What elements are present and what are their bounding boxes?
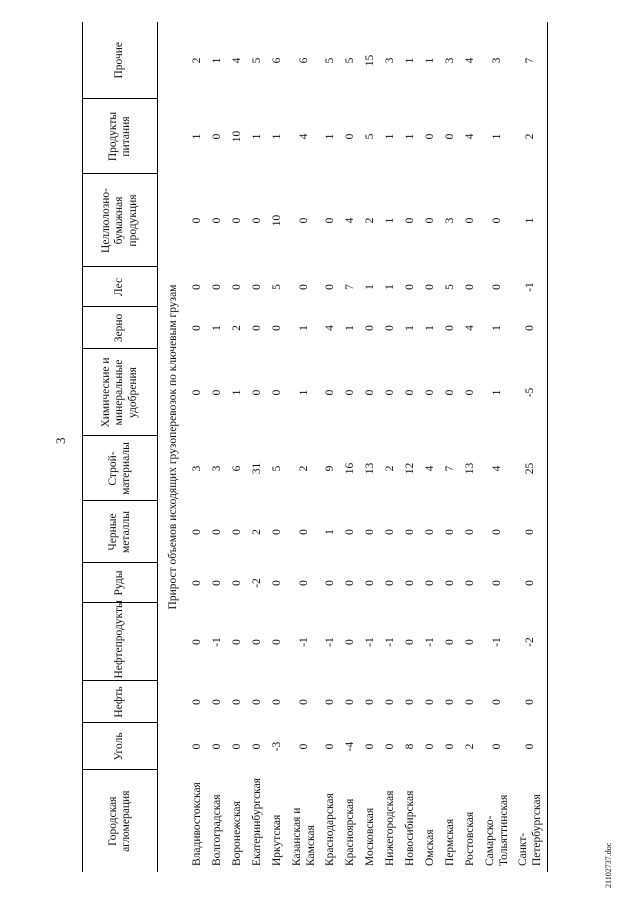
- header-cell: Целлюлозно-бумажная продукция: [83, 174, 158, 267]
- value-cell: 0: [490, 743, 503, 750]
- value-cell: 3: [191, 465, 204, 472]
- value-cell: 0: [384, 580, 397, 586]
- value-cell: 0: [344, 133, 357, 140]
- value-cell: 0: [231, 699, 244, 705]
- value-cell: 1: [404, 57, 417, 64]
- value-cell: 0: [297, 217, 310, 224]
- table-row: [381, 22, 401, 872]
- value-cell: -5: [514, 349, 548, 436]
- table-row: [461, 22, 481, 872]
- value-cell: 4: [297, 133, 310, 140]
- value-cell: 0: [404, 389, 417, 396]
- table-row: [248, 22, 268, 872]
- table-row: [441, 22, 461, 872]
- value-cell: 2: [364, 217, 377, 224]
- value-cell: 6: [231, 465, 244, 472]
- value-cell: 0: [251, 217, 264, 224]
- value-cell: 0: [297, 529, 310, 535]
- value-cell: 0: [271, 639, 284, 645]
- value-cell: 1: [384, 133, 397, 140]
- value-cell: 0: [271, 325, 284, 331]
- value-cell: 0: [384, 699, 397, 705]
- value-cell: 0: [490, 580, 503, 586]
- value-cell: 5: [324, 57, 337, 64]
- agglomeration-name: Екатеринбургская: [251, 778, 264, 866]
- table-row: [421, 22, 441, 872]
- value-cell: 0: [364, 325, 377, 331]
- value-cell: 1: [364, 284, 377, 290]
- header-cell: Продукты питания: [83, 99, 158, 174]
- value-cell: -1: [297, 637, 310, 647]
- value-cell: 0: [324, 217, 337, 224]
- value-cell: 4: [490, 465, 503, 472]
- value-cell: 1: [384, 284, 397, 290]
- value-cell: 0: [324, 284, 337, 290]
- value-cell: 0: [384, 389, 397, 396]
- value-cell: 1: [191, 133, 204, 140]
- value-cell: 10: [231, 130, 244, 143]
- value-cell: 0: [297, 284, 310, 290]
- value-cell: 0: [424, 699, 437, 705]
- agglomeration-name: Московская: [364, 807, 377, 866]
- value-cell: 6: [297, 57, 310, 64]
- cargo-growth-table: [82, 22, 548, 872]
- value-cell: 13: [364, 462, 377, 475]
- value-cell: 0: [297, 743, 310, 750]
- agglomeration-name: Санкт-Петербургская: [514, 770, 548, 872]
- value-cell: 1: [324, 529, 337, 535]
- value-cell: -1: [424, 637, 437, 647]
- value-cell: 0: [514, 723, 548, 770]
- value-cell: 0: [464, 389, 477, 396]
- agglomeration-name: Владивостокская: [191, 782, 204, 866]
- table-header: [83, 22, 158, 872]
- value-cell: 6: [271, 57, 284, 64]
- table-row: [208, 22, 228, 872]
- agglomeration-name: Новосибирская: [404, 790, 417, 866]
- value-cell: -2: [251, 578, 264, 588]
- value-cell: 0: [424, 217, 437, 224]
- value-cell: 1: [231, 389, 244, 396]
- value-cell: 0: [211, 580, 224, 586]
- value-cell: 4: [464, 57, 477, 64]
- value-cell: 7: [444, 465, 457, 472]
- value-cell: 0: [344, 529, 357, 535]
- value-cell: 0: [384, 325, 397, 331]
- agglomeration-name: Иркутская: [271, 814, 284, 866]
- value-cell: 0: [271, 529, 284, 535]
- value-cell: 0: [271, 580, 284, 586]
- agglomeration-name: Пермская: [444, 818, 457, 866]
- header-cell: Лес: [83, 267, 158, 307]
- value-cell: -1: [490, 637, 503, 647]
- value-cell: 0: [444, 743, 457, 750]
- value-cell: 0: [514, 681, 548, 723]
- value-cell: 0: [404, 284, 417, 290]
- value-cell: 0: [231, 639, 244, 645]
- value-cell: 5: [271, 465, 284, 472]
- value-cell: 0: [324, 580, 337, 586]
- agglomeration-name: Нижегородская: [384, 790, 397, 866]
- value-cell: 7: [344, 284, 357, 290]
- cargo-table-container: [82, 22, 565, 872]
- value-cell: 0: [251, 284, 264, 290]
- value-cell: 3: [444, 57, 457, 64]
- value-cell: 1: [490, 325, 503, 331]
- agglomeration-name: Ростовская: [464, 811, 477, 866]
- agglomeration-name: Казанская и Камская: [290, 807, 317, 866]
- value-cell: 5: [251, 57, 264, 64]
- value-cell: 0: [191, 639, 204, 645]
- table-row: [361, 22, 381, 872]
- value-cell: -1: [364, 637, 377, 647]
- value-cell: 0: [191, 580, 204, 586]
- value-cell: 1: [384, 217, 397, 224]
- value-cell: 0: [464, 529, 477, 535]
- value-cell: 1: [404, 325, 417, 331]
- caption-row: [158, 22, 189, 872]
- value-cell: -3: [271, 741, 284, 752]
- value-cell: 0: [211, 699, 224, 705]
- value-cell: 0: [344, 639, 357, 645]
- value-cell: 0: [364, 743, 377, 750]
- value-cell: 2: [231, 325, 244, 331]
- value-cell: 0: [514, 307, 548, 349]
- table-body: [158, 22, 548, 872]
- value-cell: 0: [271, 699, 284, 705]
- value-cell: 0: [444, 639, 457, 645]
- value-cell: 12: [404, 462, 417, 475]
- header-cell: Химические и минеральные удобрения: [83, 349, 158, 436]
- value-cell: 0: [364, 529, 377, 535]
- header-agglomeration: Городская агломерация: [83, 770, 158, 872]
- value-cell: 10: [271, 214, 284, 227]
- value-cell: 0: [464, 580, 477, 586]
- value-cell: 0: [191, 529, 204, 535]
- value-cell: 5: [444, 284, 457, 290]
- value-cell: 0: [384, 743, 397, 750]
- value-cell: 0: [464, 639, 477, 645]
- value-cell: 0: [324, 699, 337, 705]
- value-cell: 1: [297, 389, 310, 396]
- value-cell: -4: [344, 741, 357, 752]
- value-cell: 3: [211, 465, 224, 472]
- value-cell: 2: [251, 529, 264, 535]
- value-cell: 0: [364, 580, 377, 586]
- value-cell: 0: [251, 325, 264, 331]
- agglomeration-name: Воронежская: [231, 801, 244, 866]
- agglomeration-name: Омская: [424, 829, 437, 866]
- value-cell: 4: [424, 465, 437, 472]
- table-row: [481, 22, 514, 872]
- value-cell: -1: [384, 637, 397, 647]
- value-cell: 0: [191, 217, 204, 224]
- value-cell: 0: [464, 699, 477, 705]
- agglomeration-name: Краснодарская: [324, 793, 337, 866]
- table-row: [268, 22, 288, 872]
- value-cell: 1: [424, 325, 437, 331]
- value-cell: 0: [191, 389, 204, 396]
- value-cell: 0: [514, 501, 548, 563]
- table-row: [288, 22, 321, 872]
- value-cell: 0: [251, 743, 264, 750]
- value-cell: 5: [364, 133, 377, 140]
- value-cell: 0: [490, 529, 503, 535]
- value-cell: 0: [211, 743, 224, 750]
- value-cell: 1: [211, 57, 224, 64]
- value-cell: 5: [344, 57, 357, 64]
- value-cell: 0: [211, 529, 224, 535]
- value-cell: 0: [251, 699, 264, 705]
- value-cell: 13: [464, 462, 477, 475]
- value-cell: -1: [514, 267, 548, 307]
- value-cell: 4: [464, 325, 477, 331]
- value-cell: 0: [464, 217, 477, 224]
- value-cell: 5: [271, 284, 284, 290]
- value-cell: 15: [364, 54, 377, 67]
- value-cell: 25: [514, 436, 548, 501]
- value-cell: 0: [191, 699, 204, 705]
- value-cell: 0: [424, 743, 437, 750]
- value-cell: 0: [444, 529, 457, 535]
- agglomeration-name: Самарско-Тольяттинская: [483, 794, 510, 866]
- value-cell: 0: [297, 580, 310, 586]
- table-row: [401, 22, 421, 872]
- header-cell: Уголь: [83, 723, 158, 770]
- value-cell: 0: [424, 133, 437, 140]
- table-row: [341, 22, 361, 872]
- value-cell: 1: [297, 325, 310, 331]
- value-cell: 0: [490, 699, 503, 705]
- value-cell: 0: [231, 580, 244, 586]
- value-cell: 2: [191, 57, 204, 64]
- value-cell: 3: [444, 217, 457, 224]
- header-row: [83, 22, 158, 872]
- value-cell: 2: [297, 465, 310, 472]
- value-cell: 0: [344, 389, 357, 396]
- header-cell: Строй-материалы: [83, 436, 158, 501]
- value-cell: 0: [211, 133, 224, 140]
- value-cell: -1: [211, 637, 224, 647]
- value-cell: 9: [324, 465, 337, 472]
- value-cell: 0: [297, 699, 310, 705]
- value-cell: 0: [490, 217, 503, 224]
- value-cell: 0: [464, 284, 477, 290]
- value-cell: 0: [251, 389, 264, 396]
- value-cell: 0: [364, 699, 377, 705]
- document-filename: 21102737.doc: [604, 842, 613, 888]
- value-cell: 4: [344, 217, 357, 224]
- agglomeration-name: Волгоградская: [211, 794, 224, 866]
- value-cell: 0: [271, 389, 284, 396]
- value-cell: -1: [324, 637, 337, 647]
- header-cell: Нефтепродукты: [83, 603, 158, 681]
- header-cell: Прочие: [83, 22, 158, 99]
- value-cell: 0: [424, 580, 437, 586]
- value-cell: 0: [211, 217, 224, 224]
- value-cell: 8: [404, 743, 417, 750]
- value-cell: 0: [231, 217, 244, 224]
- value-cell: 0: [514, 563, 548, 603]
- agglomeration-name: Красноярская: [344, 798, 357, 866]
- value-cell: 0: [404, 529, 417, 535]
- value-cell: 0: [404, 580, 417, 586]
- value-cell: 0: [384, 529, 397, 535]
- table-row: [188, 22, 208, 872]
- value-cell: 0: [324, 389, 337, 396]
- value-cell: 0: [231, 743, 244, 750]
- value-cell: 0: [404, 217, 417, 224]
- value-cell: 2: [384, 465, 397, 472]
- value-cell: 3: [490, 57, 503, 64]
- value-cell: 0: [490, 284, 503, 290]
- value-cell: 0: [424, 389, 437, 396]
- value-cell: 1: [514, 174, 548, 267]
- value-cell: 1: [271, 133, 284, 140]
- value-cell: 1: [490, 389, 503, 396]
- header-cell: Руды: [83, 563, 158, 603]
- value-cell: 0: [191, 325, 204, 331]
- value-cell: 0: [211, 389, 224, 396]
- value-cell: 0: [444, 580, 457, 586]
- header-cell: Зерно: [83, 307, 158, 349]
- value-cell: 3: [384, 57, 397, 64]
- value-cell: 7: [514, 22, 548, 99]
- value-cell: 0: [424, 529, 437, 535]
- value-cell: 1: [404, 133, 417, 140]
- value-cell: 1: [344, 325, 357, 331]
- value-cell: 0: [444, 325, 457, 331]
- value-cell: 0: [424, 284, 437, 290]
- value-cell: 1: [251, 133, 264, 140]
- value-cell: 1: [324, 133, 337, 140]
- value-cell: 0: [444, 699, 457, 705]
- value-cell: 4: [231, 57, 244, 64]
- table-caption: Прирост объемов исходящих грузоперевозок по ключевым грузам: [167, 284, 180, 610]
- page-number: 3: [53, 437, 68, 444]
- table-row: [514, 22, 548, 872]
- value-cell: 0: [404, 639, 417, 645]
- value-cell: 0: [324, 743, 337, 750]
- value-cell: 0: [231, 529, 244, 535]
- value-cell: 0: [211, 284, 224, 290]
- value-cell: 4: [324, 325, 337, 331]
- value-cell: 0: [364, 389, 377, 396]
- header-cell: Нефть: [83, 681, 158, 723]
- table-row: [228, 22, 248, 872]
- value-cell: 4: [464, 133, 477, 140]
- value-cell: 1: [424, 57, 437, 64]
- table-row: [321, 22, 341, 872]
- value-cell: 0: [251, 639, 264, 645]
- value-cell: 2: [464, 743, 477, 750]
- value-cell: 31: [251, 462, 264, 475]
- value-cell: -2: [514, 603, 548, 681]
- value-cell: 0: [191, 743, 204, 750]
- value-cell: 0: [231, 284, 244, 290]
- value-cell: 0: [344, 580, 357, 586]
- value-cell: 0: [344, 699, 357, 705]
- value-cell: 0: [191, 284, 204, 290]
- value-cell: 1: [211, 325, 224, 331]
- value-cell: 16: [344, 462, 357, 475]
- value-cell: 0: [444, 389, 457, 396]
- value-cell: 1: [490, 133, 503, 140]
- value-cell: 2: [514, 99, 548, 174]
- value-cell: 0: [444, 133, 457, 140]
- header-cell: Черные металлы: [83, 501, 158, 563]
- value-cell: 0: [404, 699, 417, 705]
